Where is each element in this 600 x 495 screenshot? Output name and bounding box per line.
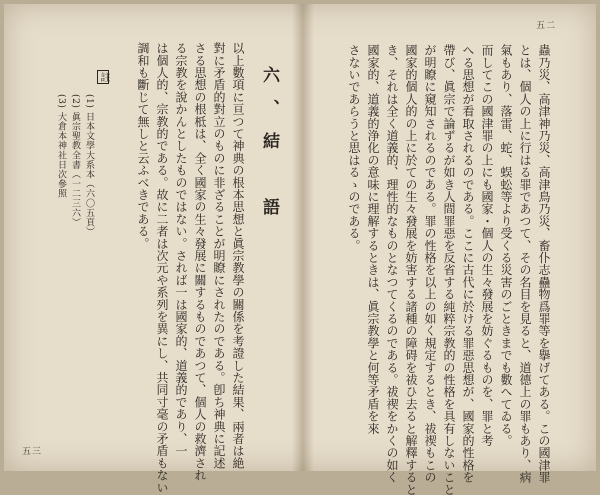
body-column: き、それは全く道義的、理性的なものとなつてくるのである。祓禊をかくの如く <box>385 44 399 484</box>
notes-label: 註 <box>98 72 109 82</box>
section-heading: 六、結 語 <box>259 66 279 231</box>
right-page <box>300 4 596 495</box>
body-column: さないであらうと思はるゝのである。 <box>347 44 361 252</box>
body-column: 國家的、道義的浄化の意味に理解するときは、眞宗教學と何等矛盾を來 <box>366 44 380 435</box>
body-column: る宗教を說かんとしたものではない。されば一は國家的、道義的であり、一 <box>174 42 188 457</box>
body-column: 而してこの國津罪の上にも國家・個人の生々發展を妨ぐるものを、罪と考 <box>480 44 494 447</box>
page-number-right: 五二 <box>536 21 557 31</box>
note-item: (1) 日本文學大系本（六〇五頁） <box>84 94 94 237</box>
body-column: 以上數項に亘つて神典の根本思想と眞宗教學の關係を考證した結果、兩者は絶 <box>231 42 245 469</box>
body-column: 氣もあり、落雷、蛇、蜈蚣等より受くる災害のごときまでも數へてゐる。 <box>499 44 513 447</box>
body-column: 調和も斷じて無しと云ふべきである。 <box>136 42 150 250</box>
body-column: 國家的個人的の上に於ての生々發展を妨害する諸種の障碍を祓ひ去ると解釋すると <box>404 44 418 495</box>
body-column: 蟲乃災、高津神乃災、高津鳥乃災、畜仆志蠱物爲罪等を擧げてある。この國津罪 <box>537 44 551 484</box>
note-item: (3) 大倉本神社日次參照 <box>56 94 66 199</box>
body-column: が明瞭に窺知されるのである。罪の性格を以上の如く規定するとき、祓禊もこの <box>423 44 437 484</box>
body-column: とは、個人の上に行はる罪であつて、その名目を見ると、道德上の罪もあり、病 <box>518 44 532 484</box>
body-column: は個人的、宗教的である。故に二者は次元や系列を異にし、共同寸毫の矛盾もない <box>155 42 169 494</box>
body-column: 帶び、眞宗で論ずるが如き人間罪惡を反省する純粹宗教的の性格を具有しないこと <box>442 44 456 495</box>
body-column: さる思想の根柢は、全く國家の生々發展に關するものであつて、個人の救濟され <box>193 42 207 482</box>
page-number-left: 五三 <box>22 447 43 457</box>
note-item: (2) 眞宗聖教全書（一二三六） <box>70 94 80 228</box>
left-page <box>4 4 300 494</box>
book-spread <box>4 4 596 495</box>
body-column: へる思想が看取されるのである。ここに古代に於ける罪惡思想が、國家的性格を <box>461 44 475 484</box>
body-column: 對に矛盾的對立のものに非ざることが明瞭にされたのである。卽ち神典に記述 <box>212 42 226 469</box>
